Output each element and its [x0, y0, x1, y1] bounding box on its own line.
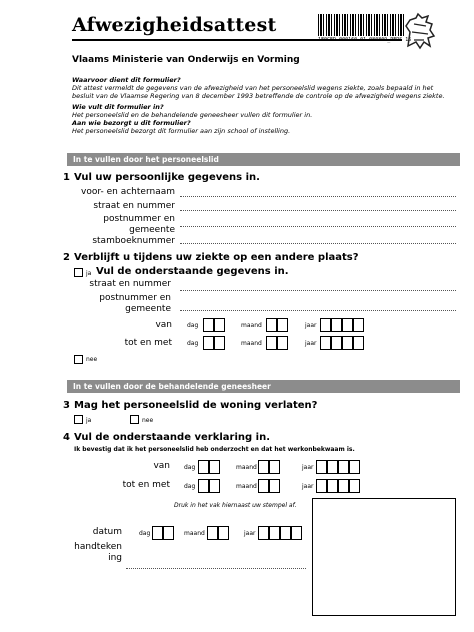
section-band-doctor: In te vullen door de behandelende geneesheer — [67, 380, 460, 393]
q2-tot-maand-box-2[interactable] — [277, 336, 288, 350]
signature-field[interactable] — [126, 568, 306, 569]
q2-tot-jaar-label: jaar — [305, 340, 317, 347]
q2-tot-label: tot en met — [124, 338, 172, 348]
question-number-2: 2 — [63, 252, 70, 263]
signature-label-1: handteken — [74, 542, 122, 552]
question-4-text: Vul de onderstaande verklaring in. — [74, 432, 270, 443]
question-number-1: 1 — [63, 172, 70, 183]
stamboek-label: stamboeknummer — [92, 236, 175, 246]
flemish-lion-logo — [400, 12, 440, 50]
title-rule — [72, 39, 402, 41]
q2-tot-jaar-box-3[interactable] — [342, 336, 353, 350]
q2-van-label: van — [155, 320, 172, 330]
q2-postcode-label-1: postnummer en — [99, 293, 171, 303]
question-1-text: Vul uw persoonlijke gegevens in. — [74, 172, 260, 183]
intro-answer-3: Het personeelslid bezorgt dit formulier aan zijn school of instelling. — [72, 127, 291, 135]
q2-tot-dag-label: dag — [187, 340, 199, 347]
form-title: Afwezigheidsattest — [72, 14, 277, 36]
stamboek-field[interactable] — [180, 243, 456, 244]
q2-van-maand-box-2[interactable] — [277, 318, 288, 332]
postcode-label-1: postnummer en — [103, 214, 175, 224]
datum-maand-box-2[interactable] — [218, 526, 229, 540]
q2-street-label: straat en nummer — [89, 279, 171, 289]
q4-van-dag-label: dag — [184, 464, 196, 471]
q2-tot-jaar-box-4[interactable] — [353, 336, 364, 350]
q3-ja-label: ja — [86, 417, 92, 424]
q4-van-jaar-label: jaar — [302, 464, 314, 471]
q4-van-jaar-box-3[interactable] — [338, 460, 349, 474]
q2-van-dag-box-2[interactable] — [214, 318, 225, 332]
name-field[interactable] — [180, 196, 456, 197]
declaration-text: Ik bevestig dat ik het personeelslid heb onderzocht en dat het werkonbekwaam is. — [74, 446, 355, 453]
q2-street-field[interactable] — [180, 290, 456, 291]
q4-tot-maand-label: maand — [236, 483, 257, 490]
q2-van-maand-label: maand — [241, 322, 262, 329]
question-3-text: Mag het personeelslid de woning verlaten? — [74, 400, 318, 411]
q3-ja-checkbox[interactable] — [74, 415, 83, 424]
question-number-4: 4 — [63, 432, 70, 443]
q2-van-dag-box-1[interactable] — [203, 318, 214, 332]
datum-label: datum — [92, 527, 122, 537]
stamp-box[interactable] — [312, 498, 456, 616]
datum-jaar-box-1[interactable] — [258, 526, 269, 540]
q4-tot-jaar-box-2[interactable] — [327, 479, 338, 493]
q2-subheading: Vul de onderstaande gegevens in. — [96, 266, 289, 277]
q2-nee-label: nee — [86, 356, 98, 363]
q4-tot-jaar-box-4[interactable] — [349, 479, 360, 493]
q4-van-dag-box-2[interactable] — [209, 460, 220, 474]
question-number-3: 3 — [63, 400, 70, 411]
q3-nee-checkbox[interactable] — [130, 415, 139, 424]
datum-jaar-box-3[interactable] — [280, 526, 291, 540]
q4-tot-dag-box-2[interactable] — [209, 479, 220, 493]
q2-van-maand-box-1[interactable] — [266, 318, 277, 332]
datum-dag-label: dag — [139, 530, 151, 537]
q4-tot-maand-box-2[interactable] — [269, 479, 280, 493]
q2-van-jaar-label: jaar — [305, 322, 317, 329]
q2-postcode-label-2: gemeente — [125, 304, 171, 314]
q4-van-maand-label: maand — [236, 464, 257, 471]
ministry-name: Vlaams Ministerie van Onderwijs en Vorming — [72, 55, 300, 65]
q4-van-maand-box-1[interactable] — [258, 460, 269, 474]
q4-tot-dag-label: dag — [184, 483, 196, 490]
q2-van-jaar-box-3[interactable] — [342, 318, 353, 332]
barcode — [318, 14, 406, 36]
datum-jaar-box-4[interactable] — [291, 526, 302, 540]
q2-ja-label: ja — [86, 270, 92, 277]
datum-jaar-label: jaar — [244, 530, 256, 537]
question-2-text: Verblijft u tijdens uw ziekte op een andere plaats? — [74, 252, 359, 263]
intro-answer-2: Het personeelslid en de behandelende geneesheer vullen dit formulier in. — [72, 111, 313, 119]
stamp-note: Druk in het vak hiernaast uw stempel af. — [174, 502, 297, 509]
signature-label-2: ing — [108, 553, 122, 563]
q4-tot-label: tot en met — [122, 480, 170, 490]
q2-van-jaar-box-2[interactable] — [331, 318, 342, 332]
barcode-text: 1F0CED-000160-01-080809_PERS 16 — [318, 37, 412, 43]
datum-dag-box-2[interactable] — [163, 526, 174, 540]
q2-van-jaar-box-1[interactable] — [320, 318, 331, 332]
q4-tot-jaar-label: jaar — [302, 483, 314, 490]
datum-jaar-box-2[interactable] — [269, 526, 280, 540]
datum-dag-box-1[interactable] — [152, 526, 163, 540]
q2-tot-maand-label: maand — [241, 340, 262, 347]
q2-postcode-field[interactable] — [180, 310, 456, 311]
q2-tot-dag-box-2[interactable] — [214, 336, 225, 350]
q4-van-jaar-box-1[interactable] — [316, 460, 327, 474]
street-field[interactable] — [180, 210, 456, 211]
q2-nee-checkbox[interactable] — [74, 355, 83, 364]
q4-van-dag-box-1[interactable] — [198, 460, 209, 474]
q4-tot-jaar-box-3[interactable] — [338, 479, 349, 493]
q4-tot-maand-box-1[interactable] — [258, 479, 269, 493]
intro-question-1: Waarvoor dient dit formulier? — [72, 76, 181, 84]
q4-tot-dag-box-1[interactable] — [198, 479, 209, 493]
intro-answer-1: Dit attest vermeldt de gegevens van de afwezigheid van het personeelslid wegens ziekte, zoals bepaald in het besluit van de Vlaamse Regering van 8 december 1993 betreffende de controle op de afwezigheid wegens ziekte. — [72, 84, 445, 100]
postcode-label-2: gemeente — [129, 225, 175, 235]
name-label: voor- en achternaam — [81, 187, 175, 197]
q2-tot-dag-box-1[interactable] — [203, 336, 214, 350]
q2-ja-checkbox[interactable] — [74, 268, 83, 277]
intro-question-2: Wie vult dit formulier in? — [72, 103, 164, 111]
q2-tot-maand-box-1[interactable] — [266, 336, 277, 350]
q3-nee-label: nee — [142, 417, 154, 424]
q4-van-jaar-box-4[interactable] — [349, 460, 360, 474]
street-label: straat en nummer — [93, 201, 175, 211]
postcode-field[interactable] — [180, 226, 456, 227]
q2-van-jaar-box-4[interactable] — [353, 318, 364, 332]
q2-tot-jaar-box-1[interactable] — [320, 336, 331, 350]
q4-van-maand-box-2[interactable] — [269, 460, 280, 474]
section-band-employee: In te vullen door het personeelslid — [67, 153, 460, 166]
datum-maand-box-1[interactable] — [207, 526, 218, 540]
q4-tot-jaar-box-1[interactable] — [316, 479, 327, 493]
intro-question-3: Aan wie bezorgt u dit formulier? — [72, 119, 191, 127]
q2-tot-jaar-box-2[interactable] — [331, 336, 342, 350]
q4-van-label: van — [153, 461, 170, 471]
datum-maand-label: maand — [184, 530, 205, 537]
q2-van-dag-label: dag — [187, 322, 199, 329]
q4-van-jaar-box-2[interactable] — [327, 460, 338, 474]
